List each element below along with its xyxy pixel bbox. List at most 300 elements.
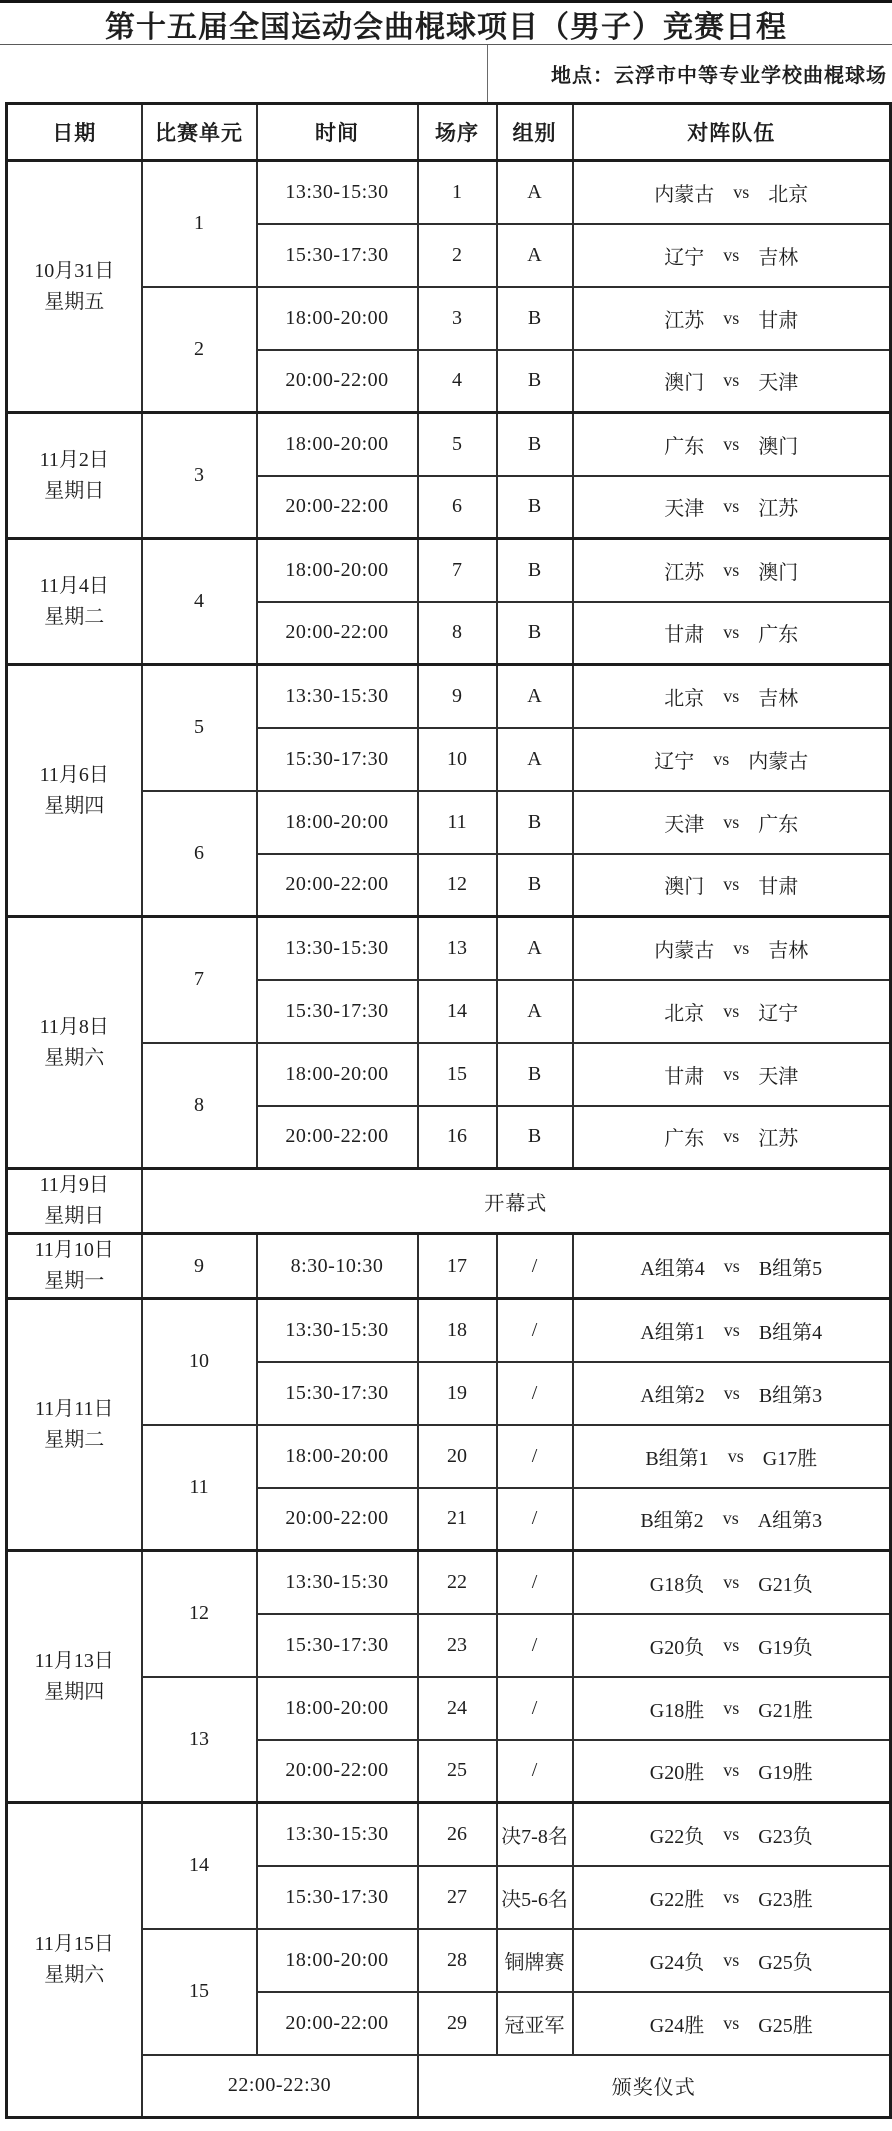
group-cell: B xyxy=(497,1043,573,1106)
time-cell: 18:00-20:00 xyxy=(257,1929,418,1992)
unit-cell: 1 xyxy=(142,161,257,287)
vs-label: vs xyxy=(723,1634,740,1655)
vs-label: vs xyxy=(723,496,740,517)
vs-label: vs xyxy=(723,1571,740,1592)
time-cell: 13:30-15:30 xyxy=(257,161,418,224)
away-team: B组第5 xyxy=(758,1257,823,1280)
vs-label: vs xyxy=(723,1063,740,1084)
home-team: 辽宁 xyxy=(664,246,705,269)
group-cell: A xyxy=(497,980,573,1043)
header-time: 时间 xyxy=(257,104,418,161)
home-team: 天津 xyxy=(664,813,705,836)
matchup xyxy=(574,492,890,521)
group-cell: B xyxy=(497,350,573,413)
away-team: G21胜 xyxy=(758,1699,813,1722)
vs-label: vs xyxy=(723,1886,740,1907)
home-team: 天津 xyxy=(664,498,705,521)
matchup-cell xyxy=(573,413,891,476)
date-text: 11月11日 xyxy=(34,1397,114,1420)
seq-cell: 18 xyxy=(418,1299,497,1362)
matchup-cell xyxy=(573,1488,891,1551)
header-date: 日期 xyxy=(7,104,142,161)
date-cell xyxy=(7,161,142,413)
home-team: 内蒙古 xyxy=(654,183,715,206)
vs-label: vs xyxy=(723,1255,740,1276)
away-team: 北京 xyxy=(768,183,809,206)
matchup-cell xyxy=(573,728,891,791)
group-cell: B xyxy=(497,287,573,350)
home-team: 江苏 xyxy=(664,561,705,584)
matchup-cell xyxy=(573,1677,891,1740)
home-team: 广东 xyxy=(664,435,705,458)
matchup xyxy=(574,1946,890,1975)
time-cell: 15:30-17:30 xyxy=(257,1866,418,1929)
group-cell: / xyxy=(497,1677,573,1740)
date-text: 11月10日 xyxy=(34,1239,114,1261)
group-cell: B xyxy=(497,854,573,917)
weekday-text: 星期一 xyxy=(44,1270,105,1292)
away-team: 甘肃 xyxy=(758,309,799,332)
date-cell xyxy=(7,539,142,665)
date-cell xyxy=(7,665,142,917)
home-team: G22负 xyxy=(649,1825,705,1848)
seq-cell: 5 xyxy=(418,413,497,476)
matchup-cell xyxy=(573,602,891,665)
date-text: 11月13日 xyxy=(34,1649,114,1672)
seq-cell: 13 xyxy=(418,917,497,980)
seq-cell: 2 xyxy=(418,224,497,287)
seq-cell: 14 xyxy=(418,980,497,1043)
award-time-cell: 22:00-22:30 xyxy=(142,2055,418,2118)
time-cell: 15:30-17:30 xyxy=(257,1362,418,1425)
vs-label: vs xyxy=(723,433,740,454)
seq-cell: 10 xyxy=(418,728,497,791)
vs-label: vs xyxy=(723,370,740,391)
home-team: G18胜 xyxy=(649,1699,705,1722)
weekday-text: 星期五 xyxy=(44,290,105,313)
seq-cell: 19 xyxy=(418,1362,497,1425)
away-team: 吉林 xyxy=(768,939,809,962)
matchup xyxy=(574,1756,890,1785)
time-cell: 8:30-10:30 xyxy=(257,1234,418,1299)
away-team: 澳门 xyxy=(758,435,799,458)
matchup xyxy=(574,1820,890,1849)
time-cell: 20:00-22:00 xyxy=(257,602,418,665)
matchup xyxy=(574,618,890,647)
weekday-text: 星期二 xyxy=(44,605,105,628)
date-cell xyxy=(7,1169,142,1234)
date-cell xyxy=(7,917,142,1169)
matchup-cell xyxy=(573,854,891,917)
home-team: 内蒙古 xyxy=(654,939,715,962)
award-label-cell: 颁奖仪式 xyxy=(418,2055,891,2118)
seq-cell: 8 xyxy=(418,602,497,665)
group-cell: 决5-6名 xyxy=(497,1866,573,1929)
unit-cell: 7 xyxy=(142,917,257,1043)
matchup xyxy=(574,1379,890,1408)
away-team: 吉林 xyxy=(758,687,799,710)
away-team: 江苏 xyxy=(758,1128,799,1151)
time-cell: 18:00-20:00 xyxy=(257,1043,418,1106)
group-cell: / xyxy=(497,1740,573,1803)
header-unit: 比赛单元 xyxy=(142,104,257,161)
time-cell: 13:30-15:30 xyxy=(257,1551,418,1614)
time-cell: 18:00-20:00 xyxy=(257,539,418,602)
unit-cell: 8 xyxy=(142,1043,257,1169)
header-seq: 场序 xyxy=(418,104,497,161)
schedule-row xyxy=(7,161,891,224)
matchup-cell xyxy=(573,917,891,980)
unit-cell: 13 xyxy=(142,1677,257,1803)
group-cell: / xyxy=(497,1614,573,1677)
group-cell: / xyxy=(497,1234,573,1299)
away-team: 内蒙古 xyxy=(748,750,809,773)
vs-label: vs xyxy=(723,559,740,580)
matchup xyxy=(574,1316,890,1345)
matchup-cell xyxy=(573,1929,891,1992)
time-cell: 18:00-20:00 xyxy=(257,1677,418,1740)
schedule-row xyxy=(7,1169,891,1234)
weekday-text: 星期六 xyxy=(44,1964,105,1986)
matchup-cell xyxy=(573,350,891,413)
matchup-cell xyxy=(573,1106,891,1169)
time-cell: 20:00-22:00 xyxy=(257,1106,418,1169)
home-team: G18负 xyxy=(649,1573,705,1596)
matchup xyxy=(574,366,890,395)
unit-cell: 15 xyxy=(142,1929,257,2055)
group-cell: A xyxy=(497,665,573,728)
vs-label: vs xyxy=(722,1508,739,1529)
vs-label: vs xyxy=(723,244,740,265)
away-team: G17胜 xyxy=(762,1447,818,1470)
vs-label: vs xyxy=(727,1445,744,1466)
home-team: A组第2 xyxy=(640,1384,705,1407)
matchup-cell xyxy=(573,287,891,350)
away-team: 澳门 xyxy=(758,561,799,584)
matchup xyxy=(574,1883,890,1912)
matchup-cell xyxy=(573,791,891,854)
matchup-cell xyxy=(573,1803,891,1866)
home-team: G24负 xyxy=(649,1951,705,1974)
group-cell: B xyxy=(497,1106,573,1169)
schedule-row xyxy=(7,539,891,602)
unit-cell: 14 xyxy=(142,1803,257,1929)
unit-cell: 3 xyxy=(142,413,257,539)
weekday-text: 星期二 xyxy=(44,1428,105,1451)
away-team: 天津 xyxy=(758,1065,799,1088)
matchup xyxy=(574,1252,890,1281)
matchup-cell xyxy=(573,980,891,1043)
time-cell: 20:00-22:00 xyxy=(257,1740,418,1803)
time-cell: 15:30-17:30 xyxy=(257,224,418,287)
group-cell: B xyxy=(497,539,573,602)
ceremony-cell: 开幕式 xyxy=(142,1169,891,1234)
date-text: 11月2日 xyxy=(39,448,109,471)
unit-cell: 5 xyxy=(142,665,257,791)
seq-cell: 16 xyxy=(418,1106,497,1169)
unit-cell: 4 xyxy=(142,539,257,665)
date-text: 11月8日 xyxy=(39,1015,109,1038)
matchup xyxy=(574,808,890,837)
seq-cell: 1 xyxy=(418,161,497,224)
matchup-cell xyxy=(573,1362,891,1425)
time-cell: 13:30-15:30 xyxy=(257,1299,418,1362)
home-team: 广东 xyxy=(664,1128,705,1151)
away-team: 吉林 xyxy=(758,246,799,269)
date-cell xyxy=(7,413,142,539)
date-cell xyxy=(7,1234,142,1299)
unit-cell: 12 xyxy=(142,1551,257,1677)
group-cell: B xyxy=(497,791,573,854)
schedule-table xyxy=(5,102,892,2119)
matchup-cell xyxy=(573,1866,891,1929)
matchup-cell xyxy=(573,539,891,602)
seq-cell: 21 xyxy=(418,1488,497,1551)
vs-label: vs xyxy=(723,2012,740,2033)
vs-label: vs xyxy=(723,1823,740,1844)
matchup-cell xyxy=(573,224,891,287)
subtitle-spacer xyxy=(0,45,488,102)
matchup xyxy=(574,1631,890,1660)
home-team: 北京 xyxy=(664,687,705,710)
away-team: 辽宁 xyxy=(758,1002,799,1025)
matchup xyxy=(574,2009,890,2038)
away-team: B组第4 xyxy=(758,1321,823,1344)
seq-cell: 23 xyxy=(418,1614,497,1677)
away-team: 广东 xyxy=(758,813,799,836)
matchup xyxy=(574,745,890,774)
seq-cell: 12 xyxy=(418,854,497,917)
schedule-row xyxy=(7,665,891,728)
date-text: 10月31日 xyxy=(34,259,115,282)
time-cell: 18:00-20:00 xyxy=(257,1425,418,1488)
weekday-text: 星期四 xyxy=(44,1680,105,1703)
time-cell: 20:00-22:00 xyxy=(257,350,418,413)
home-team: 北京 xyxy=(664,1002,705,1025)
time-cell: 13:30-15:30 xyxy=(257,1803,418,1866)
seq-cell: 28 xyxy=(418,1929,497,1992)
matchup xyxy=(574,556,890,585)
matchup xyxy=(574,1568,890,1597)
seq-cell: 27 xyxy=(418,1866,497,1929)
vs-label: vs xyxy=(723,685,740,706)
matchup xyxy=(574,304,890,333)
subtitle-band xyxy=(0,45,892,102)
away-team: G23胜 xyxy=(758,1888,813,1911)
seq-cell: 15 xyxy=(418,1043,497,1106)
seq-cell: 24 xyxy=(418,1677,497,1740)
matchup-cell xyxy=(573,161,891,224)
vs-label: vs xyxy=(723,1697,740,1718)
matchup xyxy=(574,934,890,963)
away-team: G23负 xyxy=(758,1825,813,1848)
matchup xyxy=(574,430,890,459)
group-cell: / xyxy=(497,1551,573,1614)
matchup xyxy=(574,1504,890,1533)
date-cell xyxy=(7,1551,142,1803)
group-cell: / xyxy=(497,1362,573,1425)
weekday-text: 星期日 xyxy=(44,1205,105,1227)
home-team: 甘肃 xyxy=(664,1065,705,1088)
away-team: G19负 xyxy=(758,1636,813,1659)
seq-cell: 20 xyxy=(418,1425,497,1488)
home-team: 辽宁 xyxy=(654,750,695,773)
vs-label: vs xyxy=(733,181,750,202)
group-cell: 冠亚军 xyxy=(497,1992,573,2055)
matchup xyxy=(574,178,890,207)
home-team: G22胜 xyxy=(649,1888,705,1911)
away-team: 天津 xyxy=(758,372,799,395)
away-team: A组第3 xyxy=(757,1510,823,1533)
home-team: 澳门 xyxy=(664,876,705,899)
group-cell: A xyxy=(497,161,573,224)
seq-cell: 6 xyxy=(418,476,497,539)
time-cell: 15:30-17:30 xyxy=(257,1614,418,1677)
seq-cell: 3 xyxy=(418,287,497,350)
date-cell xyxy=(7,1299,142,1551)
vs-label: vs xyxy=(723,874,740,895)
unit-cell: 10 xyxy=(142,1299,257,1425)
matchup xyxy=(574,1694,890,1723)
time-cell: 18:00-20:00 xyxy=(257,287,418,350)
seq-cell: 25 xyxy=(418,1740,497,1803)
group-cell: B xyxy=(497,602,573,665)
vs-label: vs xyxy=(723,1000,740,1021)
header-group: 组别 xyxy=(497,104,573,161)
schedule-body xyxy=(7,161,891,2118)
away-team: G19胜 xyxy=(758,1762,813,1785)
seq-cell: 22 xyxy=(418,1551,497,1614)
matchup-cell xyxy=(573,665,891,728)
group-cell: / xyxy=(497,1488,573,1551)
unit-cell: 6 xyxy=(142,791,257,917)
time-cell: 20:00-22:00 xyxy=(257,1992,418,2055)
matchup xyxy=(574,241,890,270)
time-cell: 18:00-20:00 xyxy=(257,413,418,476)
home-team: 澳门 xyxy=(664,372,705,395)
time-cell: 18:00-20:00 xyxy=(257,791,418,854)
weekday-text: 星期六 xyxy=(44,1046,105,1069)
unit-cell: 9 xyxy=(142,1234,257,1299)
matchup xyxy=(574,1442,890,1471)
vs-label: vs xyxy=(733,937,750,958)
seq-cell: 26 xyxy=(418,1803,497,1866)
home-team: A组第4 xyxy=(640,1257,705,1280)
group-cell: A xyxy=(497,917,573,980)
time-cell: 15:30-17:30 xyxy=(257,728,418,791)
group-cell: A xyxy=(497,224,573,287)
home-team: G20负 xyxy=(649,1636,705,1659)
seq-cell: 9 xyxy=(418,665,497,728)
header-row xyxy=(7,104,891,161)
home-team: B组第1 xyxy=(645,1447,709,1470)
matchup xyxy=(574,870,890,899)
away-team: G25胜 xyxy=(758,2014,813,2037)
title-band xyxy=(0,0,892,45)
vs-label: vs xyxy=(723,1319,740,1340)
date-text: 11月6日 xyxy=(39,763,109,786)
venue-label: 地点：云浮市中等专业学校曲棍球场 xyxy=(551,65,887,87)
vs-label: vs xyxy=(723,307,740,328)
away-team: 广东 xyxy=(758,624,799,647)
time-cell: 13:30-15:30 xyxy=(257,917,418,980)
time-cell: 20:00-22:00 xyxy=(257,476,418,539)
seq-cell: 11 xyxy=(418,791,497,854)
matchup-cell xyxy=(573,1551,891,1614)
seq-cell: 17 xyxy=(418,1234,497,1299)
unit-cell: 11 xyxy=(142,1425,257,1551)
weekday-text: 星期四 xyxy=(44,794,105,817)
schedule-row xyxy=(7,1299,891,1362)
time-cell: 20:00-22:00 xyxy=(257,1488,418,1551)
group-cell: B xyxy=(497,413,573,476)
matchup xyxy=(574,1060,890,1089)
home-team: G20胜 xyxy=(649,1762,705,1785)
seq-cell: 29 xyxy=(418,1992,497,2055)
date-text: 11月4日 xyxy=(39,574,109,597)
header-matchup: 对阵队伍 xyxy=(573,104,891,161)
group-cell: A xyxy=(497,728,573,791)
schedule-row xyxy=(7,1551,891,1614)
away-team: 甘肃 xyxy=(758,876,799,899)
schedule-row xyxy=(7,1803,891,1866)
date-text: 11月15日 xyxy=(34,1933,114,1955)
schedule-row xyxy=(7,1234,891,1299)
page-title: 第十五届全国运动会曲棍球项目（男子）竞赛日程 xyxy=(105,10,787,44)
home-team: 江苏 xyxy=(664,309,705,332)
time-cell: 20:00-22:00 xyxy=(257,854,418,917)
matchup-cell xyxy=(573,1425,891,1488)
matchup xyxy=(574,997,890,1026)
away-team: G25负 xyxy=(758,1951,813,1974)
home-team: G24胜 xyxy=(649,2014,705,2037)
matchup-cell xyxy=(573,476,891,539)
unit-cell: 2 xyxy=(142,287,257,413)
date-cell xyxy=(7,1803,142,2118)
home-team: B组第2 xyxy=(640,1510,704,1533)
matchup xyxy=(574,1122,890,1151)
vs-label: vs xyxy=(723,1949,740,1970)
group-cell: 铜牌赛 xyxy=(497,1929,573,1992)
matchup-cell xyxy=(573,1992,891,2055)
home-team: 甘肃 xyxy=(664,624,705,647)
group-cell: / xyxy=(497,1299,573,1362)
group-cell: 决7-8名 xyxy=(497,1803,573,1866)
matchup-cell xyxy=(573,1614,891,1677)
matchup xyxy=(574,682,890,711)
date-text: 11月9日 xyxy=(39,1174,109,1196)
group-cell: / xyxy=(497,1425,573,1488)
weekday-text: 星期日 xyxy=(44,479,105,502)
vs-label: vs xyxy=(723,1382,740,1403)
group-cell: B xyxy=(497,476,573,539)
vs-label: vs xyxy=(723,1126,740,1147)
schedule-row xyxy=(7,413,891,476)
seq-cell: 4 xyxy=(418,350,497,413)
matchup-cell xyxy=(573,1299,891,1362)
schedule-row xyxy=(7,917,891,980)
time-cell: 15:30-17:30 xyxy=(257,980,418,1043)
away-team: G21负 xyxy=(758,1573,813,1596)
away-team: 江苏 xyxy=(758,498,799,521)
matchup-cell xyxy=(573,1234,891,1299)
away-team: B组第3 xyxy=(758,1384,823,1407)
vs-label: vs xyxy=(723,1760,740,1781)
seq-cell: 7 xyxy=(418,539,497,602)
matchup-cell xyxy=(573,1043,891,1106)
schedule-header xyxy=(7,104,891,161)
home-team: A组第1 xyxy=(640,1321,705,1344)
